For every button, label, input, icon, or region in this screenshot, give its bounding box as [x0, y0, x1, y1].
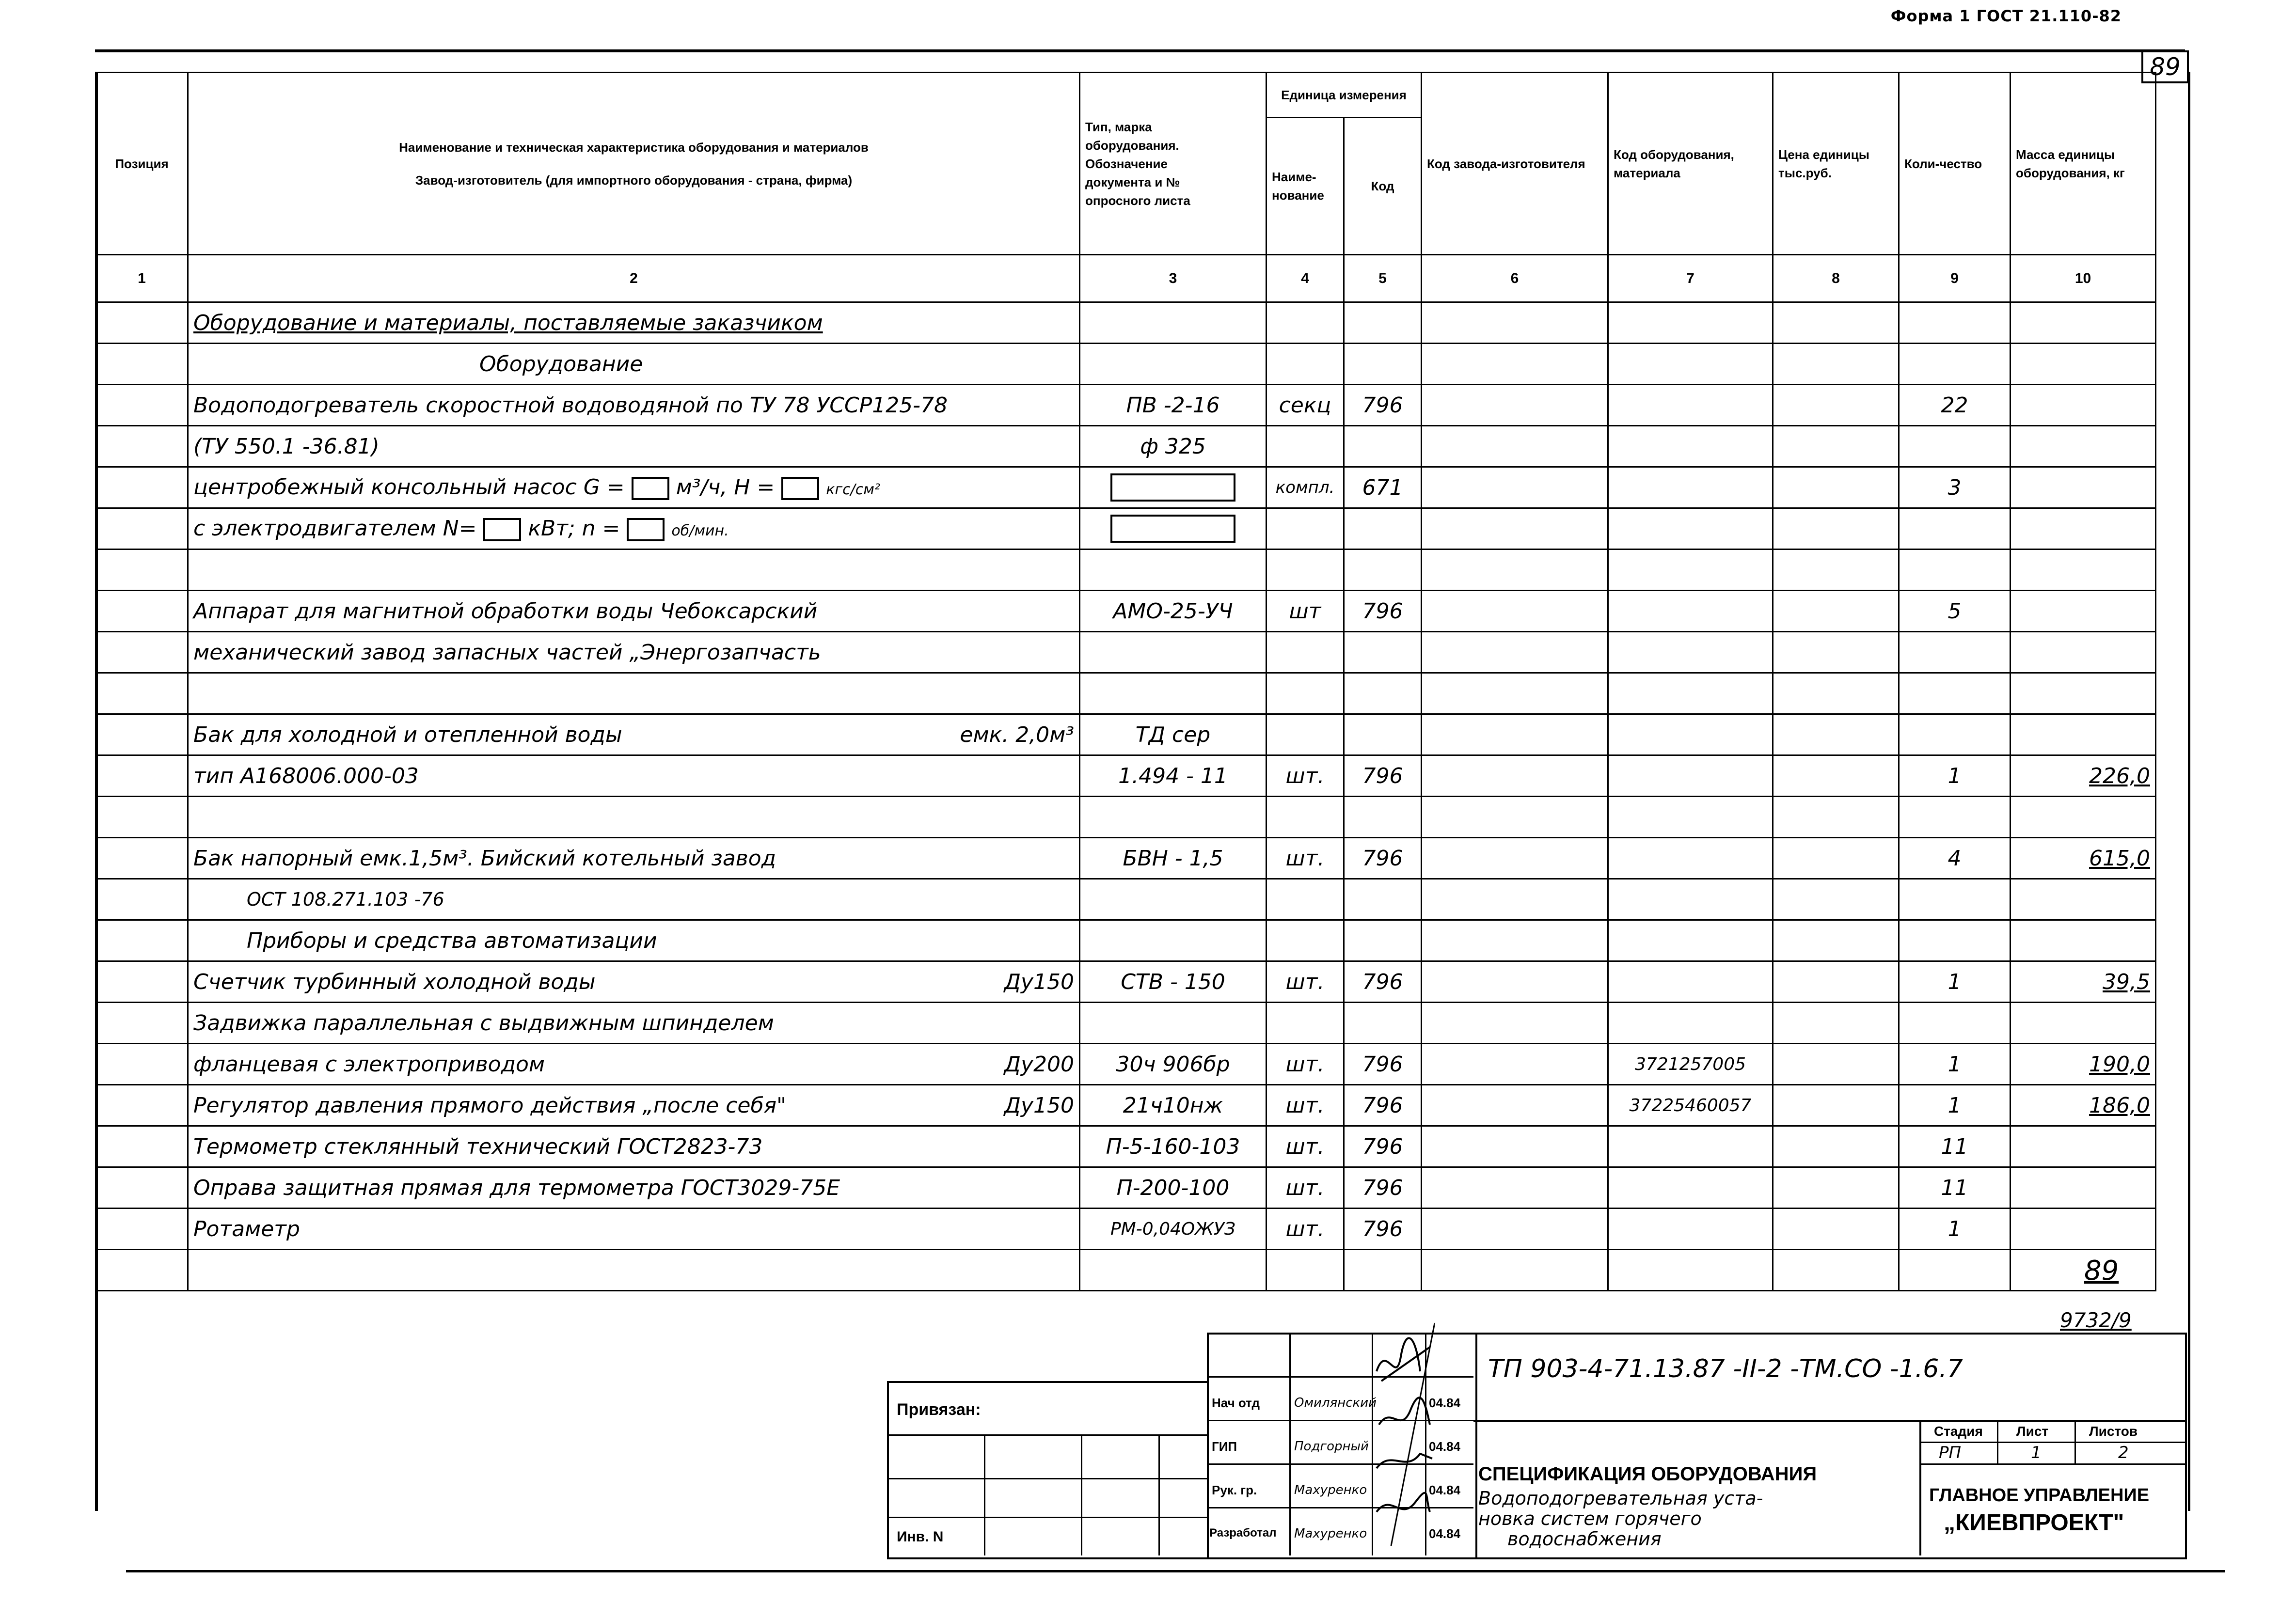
item-name: (ТУ 550.1 -36.81) — [188, 426, 1080, 467]
bound-vrule — [984, 1434, 985, 1555]
header-type-line5: опросного листа — [1085, 193, 1190, 208]
item-type: СТВ - 150 — [1080, 961, 1267, 1003]
item-type: АМО-25-УЧ — [1080, 591, 1267, 632]
meter-text: Счетчик турбинный холодной воды — [193, 969, 596, 994]
stage-value: РП — [1939, 1443, 1962, 1462]
item-unit-code: 796 — [1344, 591, 1422, 632]
table-row — [96, 755, 2156, 797]
item-qty: 1 — [1899, 961, 2011, 1003]
name-2: Подгорный — [1294, 1439, 1369, 1454]
table-row — [96, 714, 2156, 755]
header-name-line1: Наименование и техническая характеристика оборудования и материалов — [399, 140, 869, 155]
bound-label: Привязан: — [897, 1400, 981, 1419]
item-unit: шт. — [1267, 1044, 1344, 1085]
item-name: Аппарат для магнитной обработки воды Чебоксарский — [188, 591, 1080, 632]
item-mass: 615,0 — [2011, 838, 2156, 879]
sheets-label: Листов — [2089, 1424, 2138, 1439]
item-mass: 190,0 — [2011, 1044, 2156, 1085]
item-name — [188, 1044, 1080, 1085]
header-type-line2: оборудования. — [1085, 138, 1179, 153]
sheet-label: Лист — [2016, 1424, 2049, 1439]
org-line-1: ГЛАВНОЕ УПРАВЛЕНИЕ — [1929, 1485, 2150, 1506]
signature-icon — [1372, 1313, 1435, 1555]
item-name — [188, 1085, 1080, 1126]
item-unit: шт. — [1267, 1126, 1344, 1167]
form-note: Форма 1 ГОСТ 21.110-82 — [1890, 7, 2122, 25]
header-unit-name: Наиме-нование — [1267, 118, 1344, 255]
item-name — [188, 961, 1080, 1003]
date-1: 04.84 — [1429, 1396, 1461, 1410]
header-mass: Масса единицы оборудования, кг — [2011, 73, 2156, 255]
header-equip-code: Код оборудования, материала — [1608, 73, 1773, 255]
table-row — [96, 797, 2156, 838]
regulator-dn: Ду150 — [1004, 1093, 1074, 1118]
table-row — [96, 673, 2156, 714]
header-unit-code: Код — [1344, 118, 1422, 255]
sheets-value: 2 — [2118, 1443, 2129, 1462]
item-unit: шт. — [1267, 1167, 1344, 1209]
item-unit: шт. — [1267, 755, 1344, 797]
item-type: П-5-160-103 — [1080, 1126, 1267, 1167]
item-name: механический завод запасных частей „Энергозапчасть — [188, 632, 1080, 673]
tank-text: Бак для холодной и отепленной воды — [193, 722, 622, 747]
table-row — [96, 550, 2156, 591]
item-unit: секц — [1267, 385, 1344, 426]
item-unit: шт. — [1267, 1209, 1344, 1250]
item-type — [1080, 467, 1267, 508]
bottom-rule — [126, 1570, 2225, 1572]
date-3: 04.84 — [1429, 1483, 1461, 1497]
page-mark: 89 — [2084, 1255, 2119, 1287]
valve-dn: Ду200 — [1004, 1052, 1074, 1077]
item-equip-code: 37225460057 — [1608, 1085, 1773, 1126]
title-block — [887, 1333, 2185, 1555]
name-1: Омилянский — [1294, 1396, 1377, 1410]
item-type: П-200-100 — [1080, 1167, 1267, 1209]
item-type: 1.494 - 11 — [1080, 755, 1267, 797]
item-name: Задвижка параллельная с выдвижным шпинделем — [188, 1003, 1080, 1044]
blank-type-box — [1110, 473, 1235, 502]
name-3: Махуренко — [1294, 1483, 1367, 1497]
stage-label: Стадия — [1934, 1424, 1983, 1439]
item-name: Бак напорный емк.1,5м³. Бийский котельный завод — [188, 838, 1080, 879]
header-price: Цена единицы тыс.руб. — [1773, 73, 1899, 255]
item-qty: 1 — [1899, 1085, 2011, 1126]
item-type — [1080, 508, 1267, 550]
item-type: ПВ -2-16 — [1080, 385, 1267, 426]
table-row — [96, 1085, 2156, 1126]
doc-subtitle-2: новка систем горячего — [1478, 1508, 1702, 1529]
sheet-value: 1 — [2031, 1443, 2042, 1462]
item-mass: 226,0 — [2011, 755, 2156, 797]
col-number: 6 — [1422, 255, 1608, 302]
table-row — [96, 920, 2156, 961]
regulator-text: Регулятор давления прямого действия „после себя" — [193, 1093, 787, 1118]
table-row — [96, 1209, 2156, 1250]
item-unit-code: 796 — [1344, 1209, 1422, 1250]
table-row — [96, 1044, 2156, 1085]
motor-text-b: кВт; n = — [528, 516, 620, 541]
item-name — [188, 467, 1080, 508]
table-row — [96, 879, 2156, 920]
table-row — [96, 591, 2156, 632]
date-4: 04.84 — [1429, 1526, 1461, 1541]
header-unit-group: Единица измерения — [1267, 73, 1422, 118]
item-mass: 186,0 — [2011, 1085, 2156, 1126]
header-name-line2: Завод-изготовитель (для импортного оборудования - страна, фирма) — [415, 173, 853, 188]
table-row — [96, 508, 2156, 550]
table-row — [96, 838, 2156, 879]
item-unit-code: 796 — [1344, 961, 1422, 1003]
table-row — [96, 1003, 2156, 1044]
role-1: Нач отд — [1212, 1396, 1260, 1410]
item-name: Оправа защитная прямая для термометра ГОСТ3029-75Е — [188, 1167, 1080, 1209]
doc-subtitle-1: Водоподогревательная уста- — [1478, 1488, 1763, 1509]
bound-vrule — [1081, 1434, 1082, 1555]
item-type: ТД сер — [1080, 714, 1267, 755]
item-name: Термометр стеклянный технический ГОСТ2823-73 — [188, 1126, 1080, 1167]
inv-label: Инв. N — [897, 1529, 944, 1545]
item-name: Ротаметр — [188, 1209, 1080, 1250]
item-unit: шт — [1267, 591, 1344, 632]
section-heading: Оборудование и материалы, поставляемые заказчиком — [188, 302, 1080, 344]
item-unit: компл. — [1267, 467, 1344, 508]
header-name — [188, 73, 1080, 255]
item-type: ф 325 — [1080, 426, 1267, 467]
doc-title: СПЕЦИФИКАЦИЯ ОБОРУДОВАНИЯ — [1478, 1463, 1817, 1485]
table-row — [96, 467, 2156, 508]
item-qty: 1 — [1899, 1209, 2011, 1250]
sig-col-rule — [1289, 1333, 1291, 1555]
doc-subtitle-3: водоснабжения — [1507, 1528, 1662, 1550]
name-4: Махуренко — [1294, 1526, 1367, 1541]
bound-vrule — [1158, 1434, 1160, 1555]
item-unit-code: 796 — [1344, 1085, 1422, 1126]
table-row — [96, 302, 2156, 344]
date-2: 04.84 — [1429, 1439, 1461, 1454]
role-3: Рук. гр. — [1212, 1483, 1257, 1497]
header-type-line3: Обозначение — [1085, 156, 1168, 171]
item-qty: 1 — [1899, 755, 2011, 797]
doc-code-small: 9732/9 — [2060, 1308, 2132, 1332]
item-unit-code: 796 — [1344, 385, 1422, 426]
motor-text-a: с электродвигателем N= — [193, 516, 477, 541]
stage-rule — [1919, 1463, 2185, 1465]
meter-dn: Ду150 — [1004, 969, 1074, 994]
header-qty: Коли-чество — [1899, 73, 2011, 255]
pump-text-b: м³/ч, H = — [676, 475, 775, 500]
blank-flow-box — [632, 477, 669, 500]
header-position: Позиция — [96, 73, 188, 255]
item-unit: шт. — [1267, 1085, 1344, 1126]
item-name: тип А168006.000-03 — [188, 755, 1080, 797]
doc-code: ТП 903-4-71.13.87 -II-2 -ТМ.СО -1.6.7 — [1488, 1354, 1963, 1383]
col-number: 3 — [1080, 255, 1267, 302]
table-row — [96, 344, 2156, 385]
table-row — [96, 632, 2156, 673]
header-plant-code: Код завода-изготовителя — [1422, 73, 1608, 255]
col-number: 5 — [1344, 255, 1422, 302]
col-number: 10 — [2011, 255, 2156, 302]
table-row — [96, 1250, 2156, 1291]
col-number: 8 — [1773, 255, 1899, 302]
col-number: 7 — [1608, 255, 1773, 302]
item-unit: шт. — [1267, 961, 1344, 1003]
item-type: БВН - 1,5 — [1080, 838, 1267, 879]
item-qty: 1 — [1899, 1044, 2011, 1085]
col-number: 9 — [1899, 255, 2011, 302]
header-type-line1: Тип, марка — [1085, 119, 1152, 134]
table-row — [96, 426, 2156, 467]
top-rule — [95, 49, 2185, 52]
doc-vrule — [1919, 1420, 1921, 1555]
item-type: РМ-0,04ОЖУЗ — [1080, 1209, 1267, 1250]
item-unit-code: 796 — [1344, 1044, 1422, 1085]
item-qty: 22 — [1899, 385, 2011, 426]
col-number: 1 — [96, 255, 188, 302]
item-qty: 3 — [1899, 467, 2011, 508]
org-line-2: „КИЕВПРОЕКТ" — [1944, 1510, 2124, 1536]
header-type — [1080, 73, 1267, 255]
motor-text-c: об/мин. — [671, 522, 729, 539]
item-name: ОСТ 108.271.103 -76 — [188, 879, 1080, 920]
item-type: 21ч10нж — [1080, 1085, 1267, 1126]
blank-speed-box — [627, 518, 665, 541]
specification-table — [95, 72, 2156, 1291]
blank-type-box — [1110, 515, 1235, 543]
table-row — [96, 385, 2156, 426]
item-qty: 11 — [1899, 1126, 2011, 1167]
item-equip-code: 3721257005 — [1608, 1044, 1773, 1085]
table-row — [96, 1167, 2156, 1209]
valve-text: фланцевая с электроприводом — [193, 1052, 545, 1077]
item-unit-code: 796 — [1344, 1126, 1422, 1167]
stage-vrule — [1997, 1420, 1998, 1463]
tank-capacity: емк. 2,0м³ — [960, 722, 1074, 747]
blank-power-box — [483, 518, 521, 541]
item-qty: 5 — [1899, 591, 2011, 632]
item-type: 30ч 906бр — [1080, 1044, 1267, 1085]
col-number: 4 — [1267, 255, 1344, 302]
col-number: 2 — [188, 255, 1080, 302]
item-name — [188, 714, 1080, 755]
item-unit-code: 796 — [1344, 755, 1422, 797]
table-row — [96, 1126, 2156, 1167]
pump-text-a: центробежный консольный насос G = — [193, 475, 625, 500]
item-qty: 4 — [1899, 838, 2011, 879]
header-type-line4: документа и № — [1085, 174, 1180, 189]
stage-vrule — [2074, 1420, 2076, 1463]
item-unit-code: 796 — [1344, 838, 1422, 879]
pump-text-c: кгс/см² — [826, 481, 880, 498]
subsection-heading: Приборы и средства автоматизации — [188, 920, 1080, 961]
blank-head-box — [781, 477, 819, 500]
table-row — [96, 961, 2156, 1003]
item-unit-code: 671 — [1344, 467, 1422, 508]
role-4: Разработал — [1209, 1526, 1277, 1539]
item-mass: 39,5 — [2011, 961, 2156, 1003]
subsection-heading: Оборудование — [188, 344, 1080, 385]
role-2: ГИП — [1212, 1439, 1237, 1454]
item-name — [188, 508, 1080, 550]
doc-rule — [1473, 1420, 2185, 1422]
item-unit-code: 796 — [1344, 1167, 1422, 1209]
item-name: Водоподогреватель скоростной водоводяной по ТУ 78 УССР125-78 — [188, 385, 1080, 426]
sheet-page-number: 89 — [2141, 50, 2189, 83]
item-qty: 11 — [1899, 1167, 2011, 1209]
item-unit: шт. — [1267, 838, 1344, 879]
